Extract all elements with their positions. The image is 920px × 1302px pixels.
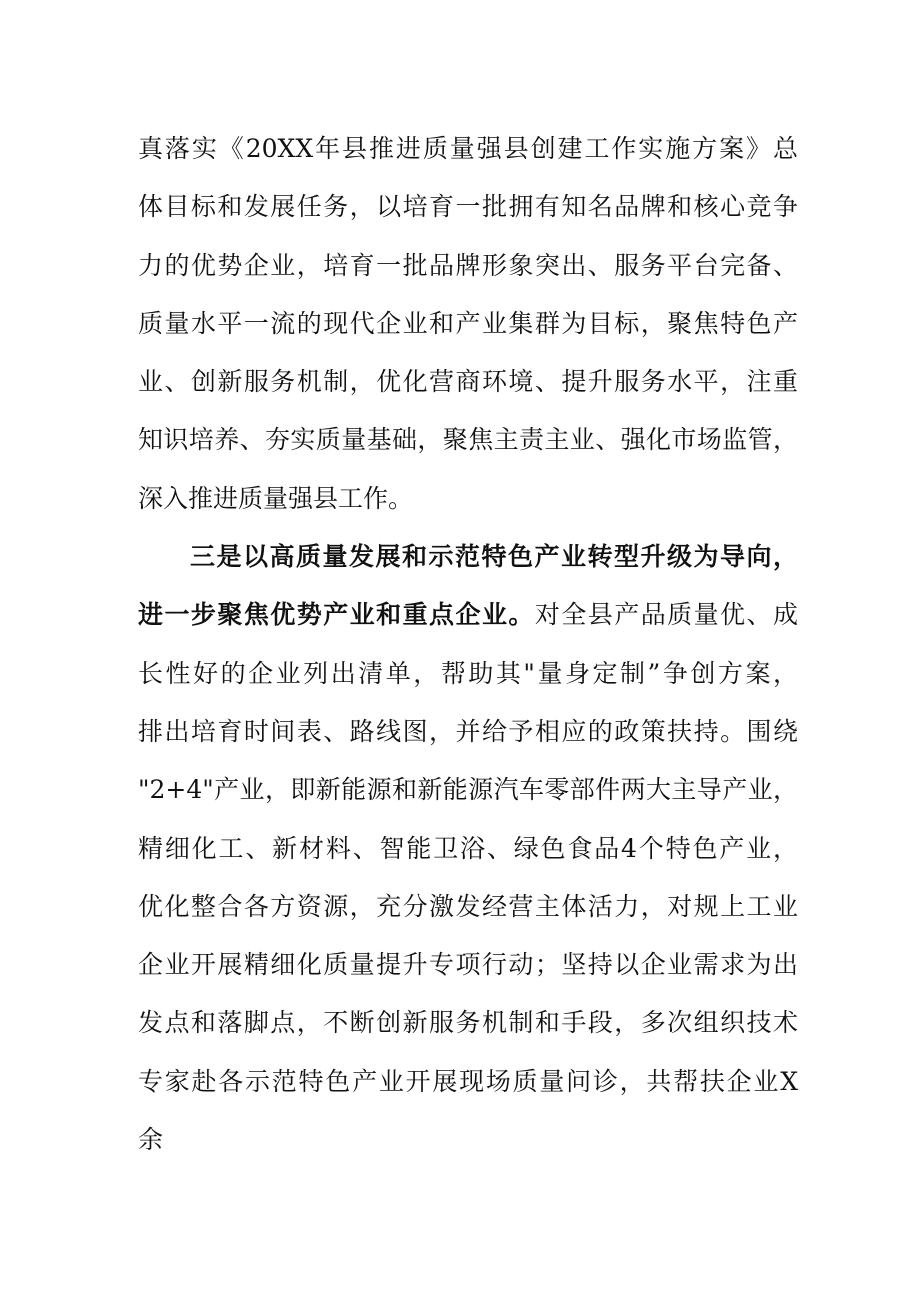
paragraph-2-line-9: 发点和落脚点，不断创新服务机制和手段，多次组织技术 [138,1008,798,1038]
paragraph-1-line-2: 体目标和发展任务，以培育一批拥有知名品牌和核心竞争 [138,192,798,222]
paragraph-2-heading-line-2: 进一步聚焦优势产业和重点企业。 [138,600,535,630]
paragraph-2-line-11: 余 [138,1125,164,1155]
paragraph-2-line-10: 专家赴各示范特色产业开展现场质量问诊，共帮扶企业X [138,1066,798,1096]
paragraph-1-line-7: 深入推进质量强县工作。 [138,483,414,513]
paragraph-2-line-8: 企业开展精细化质量提升专项行动；坚持以企业需求为出 [138,950,798,980]
paragraph-1-line-3: 力的优势企业，培育一批品牌形象突出、服务平台完备、 [138,250,798,280]
paragraph-2-line-6: 精细化工、新材料、智能卫浴、绿色食品4个特色产业， [138,833,798,863]
paragraph-1-line-1: 真落实《20XX年县推进质量强县创建工作实施方案》总 [138,134,798,163]
paragraph-1-line-4: 质量水平一流的现代企业和产业集群为目标，聚焦特色产 [138,308,798,338]
paragraph-2-line-4: 排出培育时间表、路线图，并给予相应的政策扶持。围绕 [138,716,798,746]
paragraph-1-line-6: 知识培养、夯实质量基础，聚焦主责主业、强化市场监管， [138,425,798,455]
paragraph-2-heading-line-1: 三是以高质量发展和示范特色产业转型升级为导向， [190,542,798,572]
paragraph-2-line-5: "2+4"产业，即新能源和新能源汽车零部件两大主导产业， [138,775,798,805]
paragraph-2-line-3: 长性好的企业列出清单，帮助其"量身定制”争创方案， [138,658,798,688]
paragraph-1-line-5: 业、创新服务机制，优化营商环境、提升服务水平，注重 [138,367,798,397]
paragraph-2-line-2-rest: 对全县产品质量优、成 [534,600,798,630]
paragraph-2-line-2 [138,586,798,644]
document-body [138,120,798,1169]
paragraph-2-line-7: 优化整合各方资源，充分激发经营主体活力，对规上工业 [138,891,798,921]
